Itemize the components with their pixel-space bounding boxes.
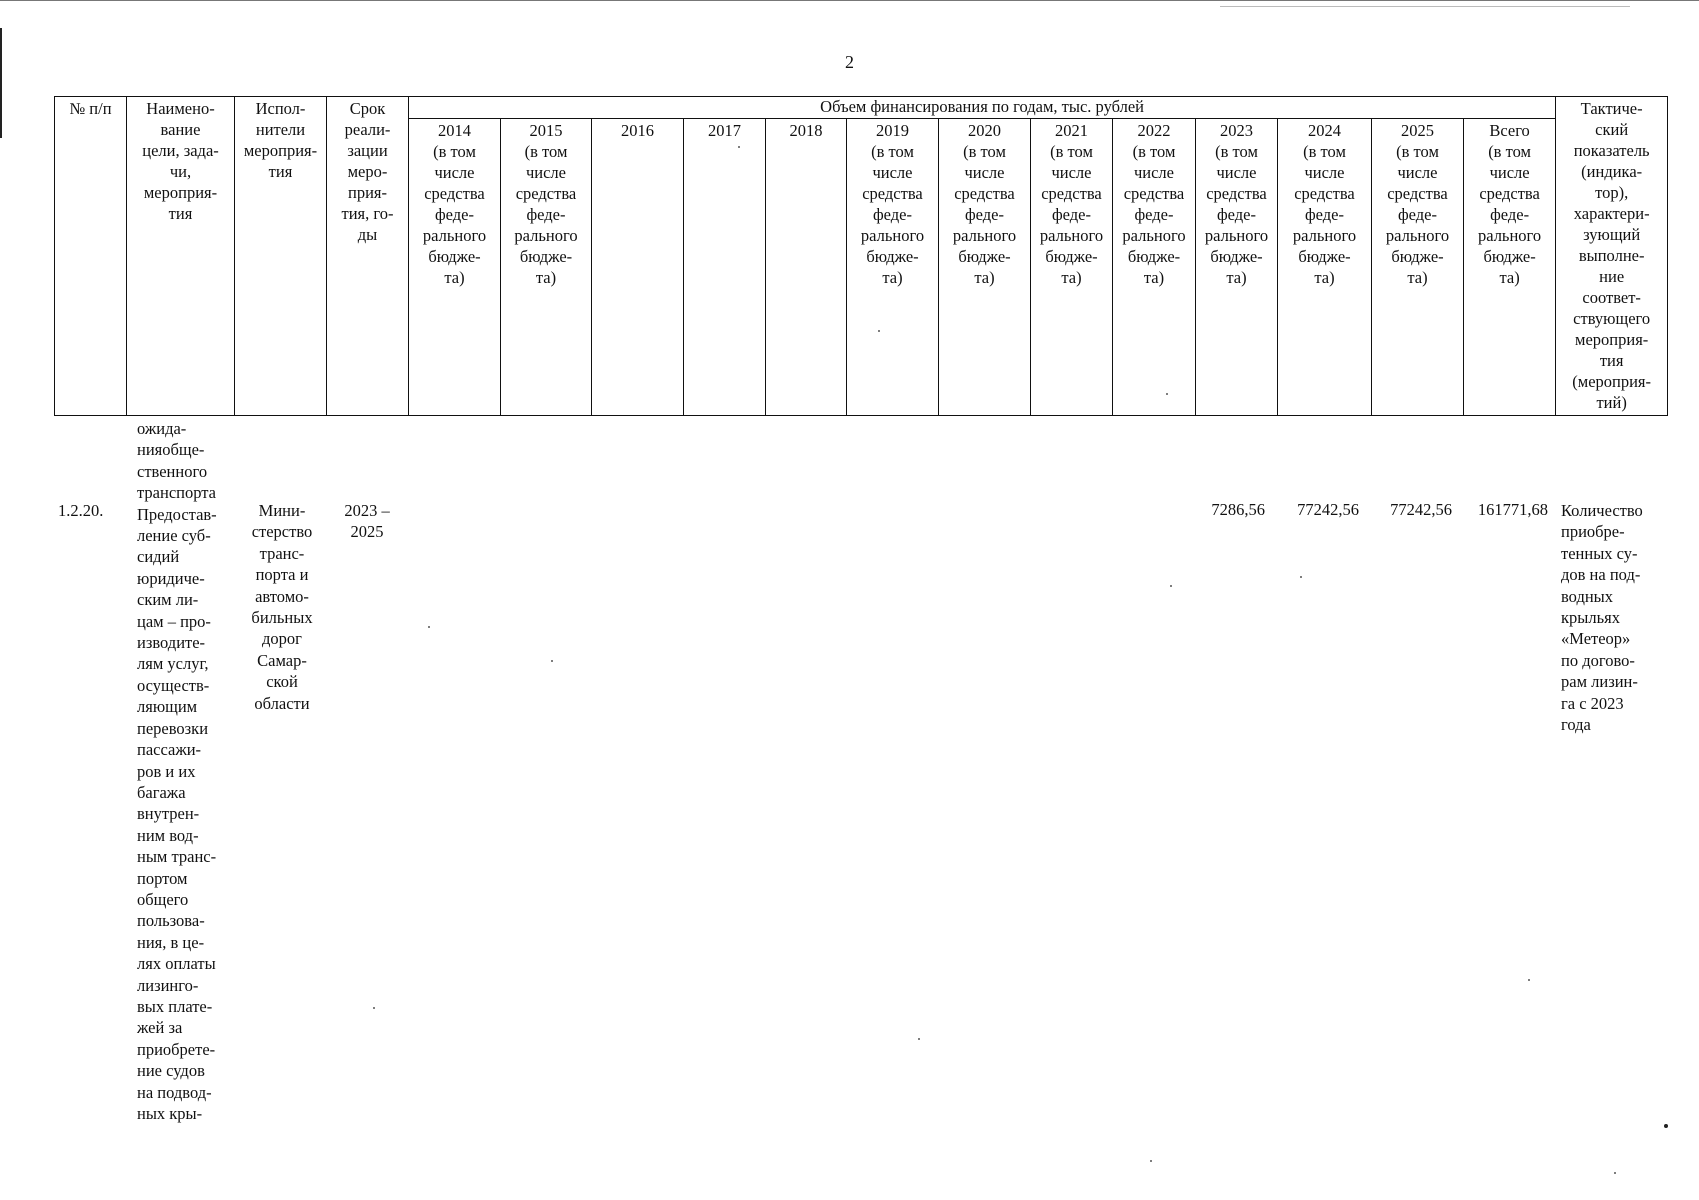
header-year-2017: 2017	[684, 119, 766, 416]
header-year-2019: 2019 (в том числе средства феде- рального бюдже- та)	[847, 119, 939, 416]
scan-speck	[1528, 979, 1530, 981]
scan-speck	[918, 1038, 920, 1040]
header-year-2024: 2024 (в том числе средства феде- рального бюдже- та)	[1278, 119, 1372, 416]
header-year-2016: 2016	[592, 119, 684, 416]
header-funding-group: Объем финансирования по годам, тыс. рублей	[409, 97, 1556, 119]
scan-speck	[1300, 576, 1302, 578]
scan-speck	[551, 660, 553, 662]
row-name: ожида- нияобще- ственного транспорта Предостав- ление суб- сидий юридиче- ским ли- цам – про- изводите- лям услуг, осуществ- ляющим перевозки пассажи- ров и их багажа внутрен- ним вод- ным транс- портом общего пользова- ния, в це- лях оплаты лизинго- вых плате- жей за приобрете- ние судов на подвод- ных кры-	[137, 419, 217, 1123]
header-year-2018: 2018	[766, 119, 847, 416]
funding-table-header	[54, 96, 1668, 416]
row-term: 2023 – 2025	[344, 501, 390, 542]
scan-speck	[428, 626, 430, 628]
scan-speck	[1150, 1160, 1152, 1162]
header-total: Всего (в том числе средства феде- рального бюдже- та)	[1464, 119, 1556, 416]
scan-speck	[1170, 585, 1172, 587]
header-year-2025: 2025 (в том числе средства феде- рального бюдже- та)	[1372, 119, 1464, 416]
row-value-total: 161771,68	[1477, 500, 1548, 519]
scan-speck	[373, 1007, 375, 1009]
scan-border-left	[0, 28, 2, 138]
header-year-2015: 2015 (в том числе средства феде- рального бюдже- та)	[501, 119, 592, 416]
header-executors: Испол- нители мероприя- тия	[235, 97, 327, 416]
scan-speck	[1664, 1124, 1668, 1128]
scan-speck	[878, 330, 880, 332]
row-number: 1.2.20.	[58, 501, 104, 520]
header-tactic: Тактиче- ский показатель (индика- тор), характери- зующий выполне- ние соответ- ствующего мероприя- тия (мероприя- тий)	[1556, 97, 1668, 416]
page-number: 2	[845, 52, 854, 72]
header-year-2014: 2014 (в том числе средства феде- рального бюдже- та)	[409, 119, 501, 416]
header-year-2023: 2023 (в том числе средства феде- рального бюдже- та)	[1196, 119, 1278, 416]
header-term: Срок реали- зации меро- прия- тия, го- ды	[327, 97, 409, 416]
scan-border-top	[0, 0, 1699, 1]
row-value-2025: 77242,56	[1390, 500, 1452, 519]
header-year-2020: 2020 (в том числе средства феде- рального бюдже- та)	[939, 119, 1031, 416]
scan-speck	[1166, 393, 1168, 395]
header-year-2021: 2021 (в том числе средства феде- рального бюдже- та)	[1031, 119, 1113, 416]
row-executors: Мини- стерство транс- порта и автомо- бильных дорог Самар- ской области	[251, 501, 313, 713]
scan-speck	[738, 146, 740, 148]
header-year-2022: 2022 (в том числе средства феде- рального бюдже- та)	[1113, 119, 1196, 416]
row-value-2024: 77242,56	[1297, 500, 1359, 519]
scan-line-top	[1220, 6, 1630, 7]
scan-speck	[1614, 1172, 1616, 1174]
row-value-2023: 7286,56	[1211, 500, 1265, 519]
row-tactic-indicator: Количество приобре- тенных су- дов на под- водных крыльях «Метеор» по догово- рам лизин- га с 2023 года	[1561, 501, 1643, 735]
header-num: № п/п	[55, 97, 127, 416]
header-name: Наимено- вание цели, зада- чи, мероприя- тия	[127, 97, 235, 416]
